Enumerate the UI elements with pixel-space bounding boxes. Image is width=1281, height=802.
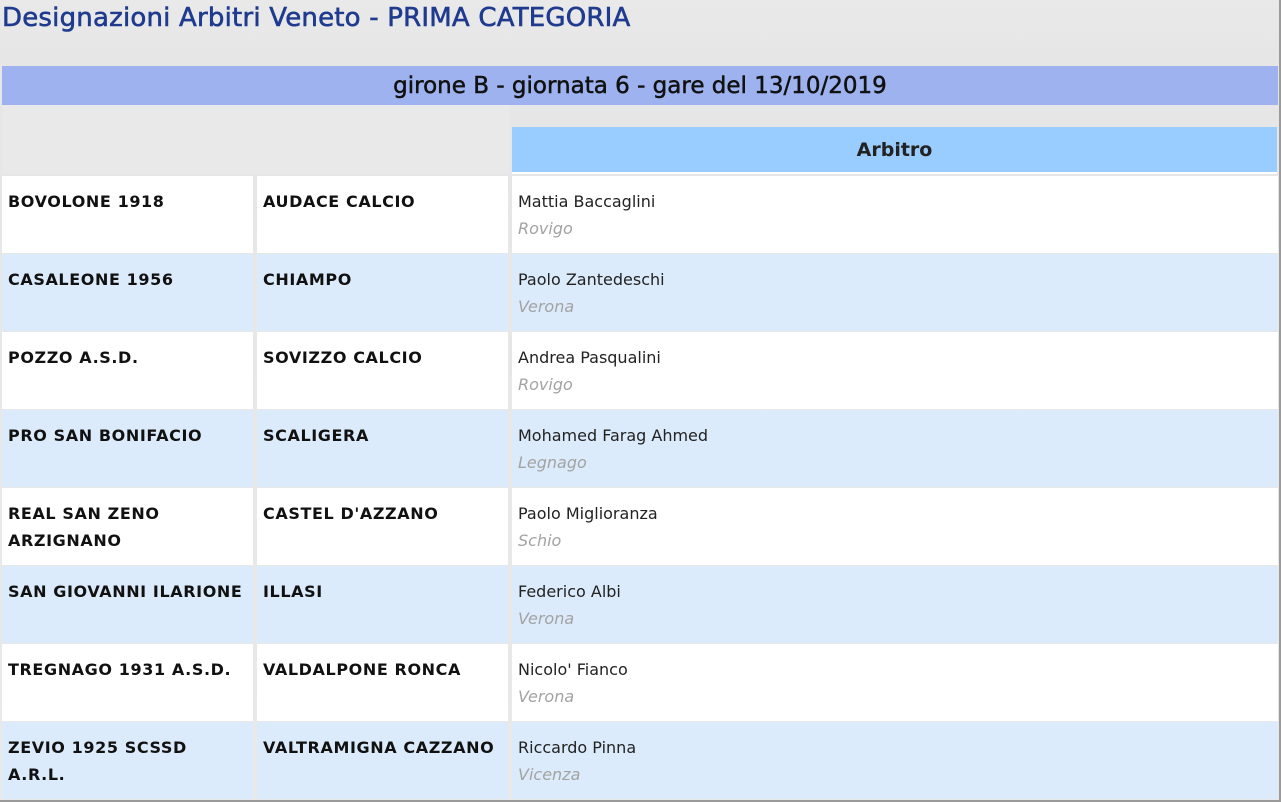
home-team: PRO SAN BONIFACIO (2, 410, 253, 487)
home-team: CASALEONE 1956 (2, 254, 253, 331)
away-team: VALDALPONE RONCA (257, 644, 508, 721)
referee-section: Schio (518, 531, 562, 550)
home-team: SAN GIOVANNI ILARIONE (2, 566, 253, 643)
referee-cell (512, 488, 1278, 565)
table-row (2, 176, 1278, 253)
table-row (2, 566, 1278, 643)
home-team: REAL SAN ZENO ARZIGNANO (2, 488, 253, 565)
away-team: CHIAMPO (257, 254, 508, 331)
away-team: AUDACE CALCIO (257, 176, 508, 253)
referee-section: Verona (518, 609, 575, 628)
home-team: POZZO A.S.D. (2, 332, 253, 409)
referee-cell (512, 332, 1278, 409)
away-team: SCALIGERA (257, 410, 508, 487)
referee-name: Mattia Baccaglini (518, 192, 656, 211)
referee-name: Andrea Pasqualini (518, 348, 661, 367)
referee-section: Verona (518, 297, 575, 316)
referee-name: Nicolo' Fianco (518, 660, 628, 679)
referee-cell (512, 410, 1278, 487)
designations-table (2, 176, 1278, 800)
home-team: TREGNAGO 1931 A.S.D. (2, 644, 253, 721)
referee-name: Federico Albi (518, 582, 621, 601)
referee-section: Verona (518, 687, 575, 706)
referee-name: Paolo Miglioranza (518, 504, 658, 523)
table-header-spacer (2, 105, 510, 174)
referee-cell (512, 644, 1278, 721)
referee-section: Legnago (518, 453, 587, 472)
away-team: VALTRAMIGNA CAZZANO (257, 722, 508, 799)
referee-name: Mohamed Farag Ahmed (518, 426, 709, 445)
referee-name: Paolo Zantedeschi (518, 270, 665, 289)
table-row (2, 488, 1278, 565)
home-team: ZEVIO 1925 SCSSD A.R.L. (2, 722, 253, 799)
away-team: CASTEL D'AZZANO (257, 488, 508, 565)
referee-cell (512, 566, 1278, 643)
table-row (2, 644, 1278, 721)
away-team: SOVIZZO CALCIO (257, 332, 508, 409)
referee-column-header: Arbitro (512, 127, 1277, 174)
round-banner: girone B - giornata 6 - gare del 13/10/2019 (2, 66, 1278, 105)
referee-section: Vicenza (518, 765, 581, 784)
table-row (2, 722, 1278, 799)
home-team: BOVOLONE 1918 (2, 176, 253, 253)
table-row (2, 332, 1278, 409)
page-title: Designazioni Arbitri Veneto - PRIMA CATEGORIA (2, 3, 631, 33)
referee-section: Rovigo (518, 219, 573, 238)
referee-cell (512, 722, 1278, 799)
away-team: ILLASI (257, 566, 508, 643)
referee-cell (512, 254, 1278, 331)
referee-cell (512, 176, 1278, 253)
table-row (2, 410, 1278, 487)
referee-name: Riccardo Pinna (518, 738, 637, 757)
table-row (2, 254, 1278, 331)
referee-section: Rovigo (518, 375, 573, 394)
